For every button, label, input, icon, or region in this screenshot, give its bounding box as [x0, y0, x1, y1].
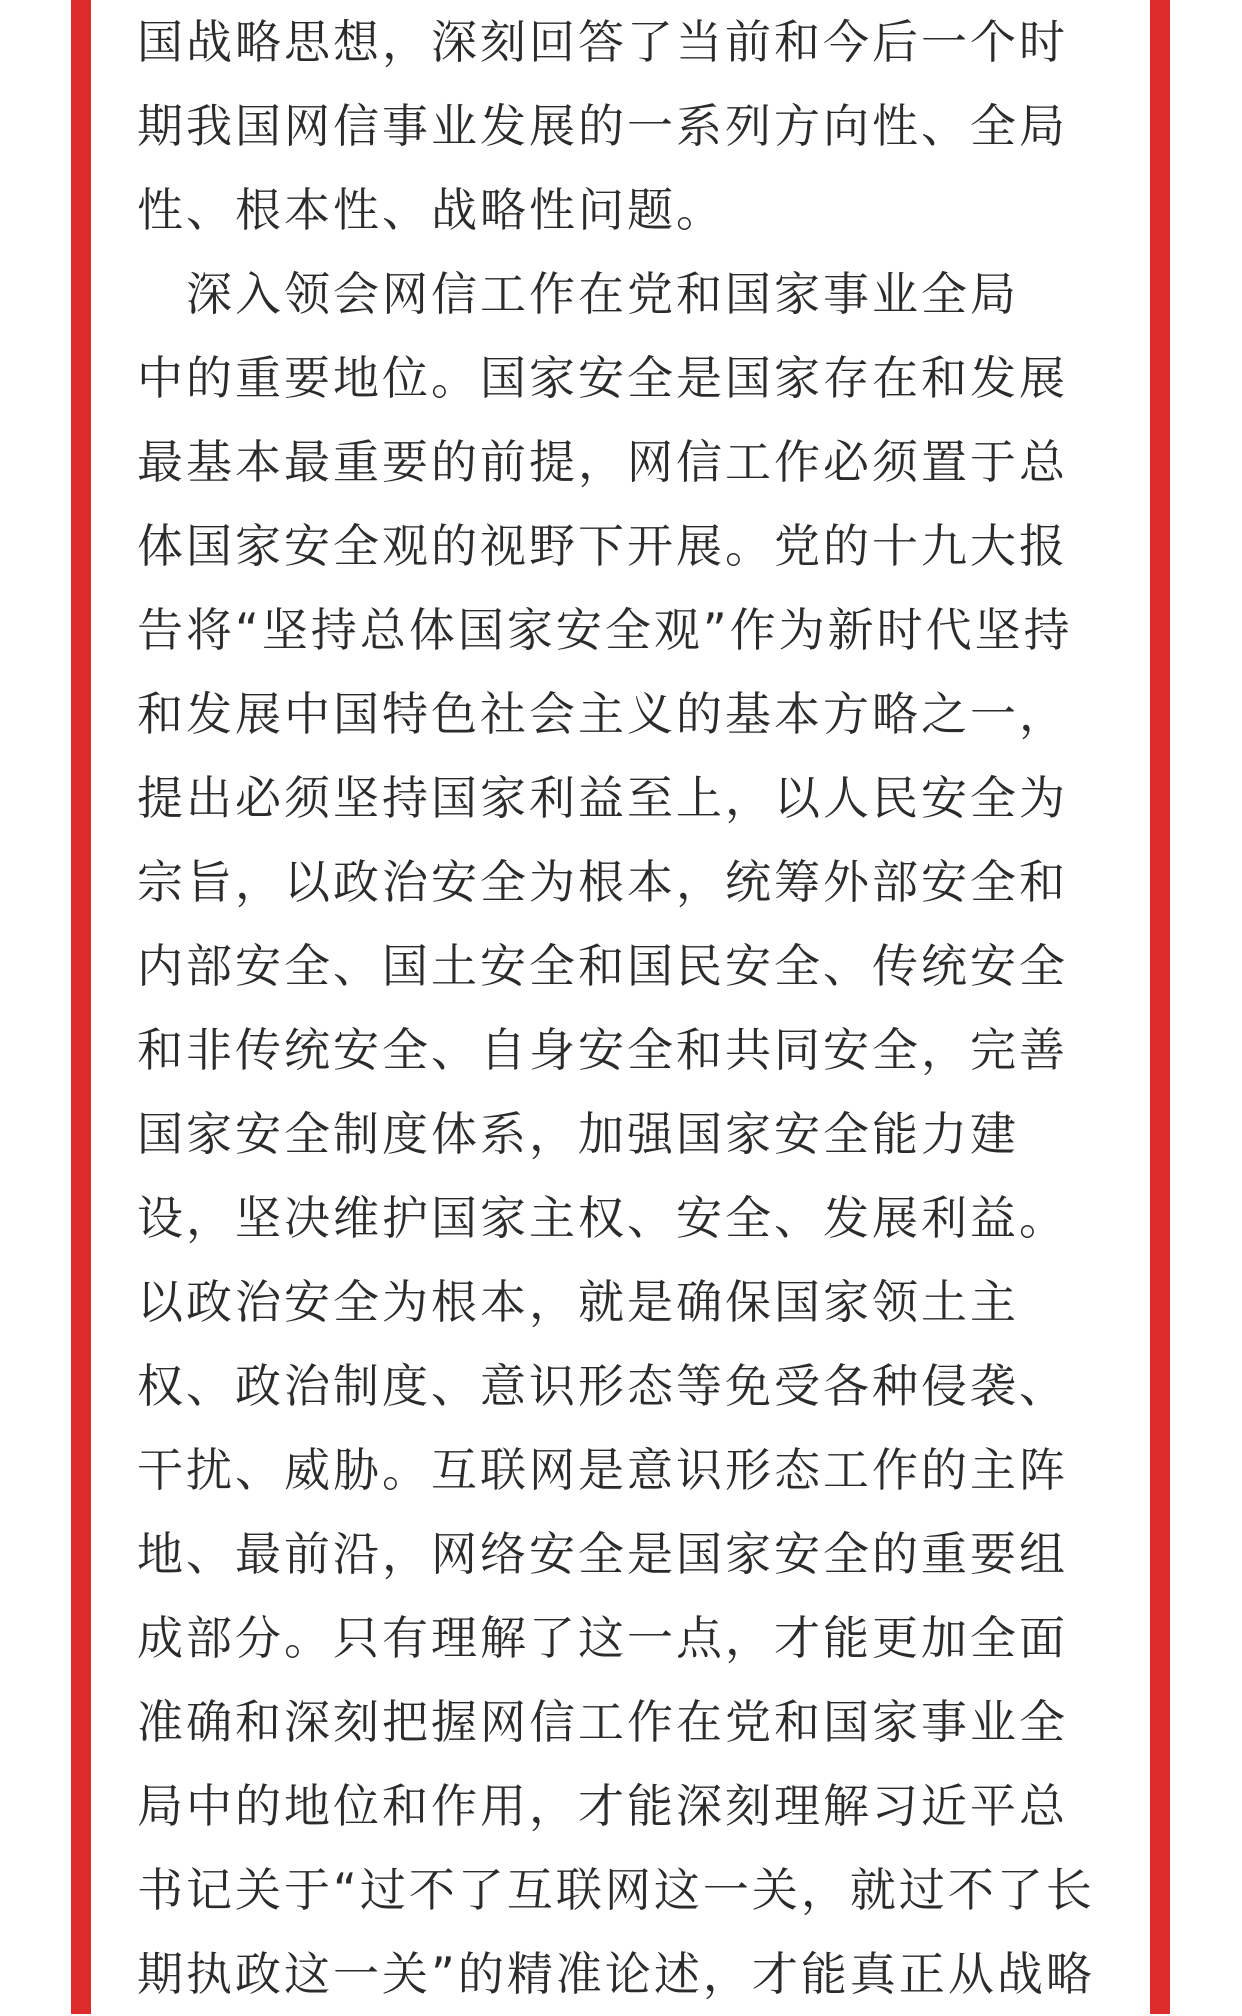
text-line: 设，坚决维护国家主权、安全、发展利益。 [137, 1191, 1068, 1245]
left-red-border [71, 0, 91, 2014]
text-line: 体国家安全观的视野下开展。党的十九大报 [137, 519, 1068, 573]
text-line: 提出必须坚持国家利益至上，以人民安全为 [137, 771, 1068, 825]
text-line: 期执政这一关”的精准论述，才能真正从战略 [137, 1947, 1095, 2001]
text-line: 期我国网信事业发展的一系列方向性、全局 [137, 99, 1068, 153]
text-line: 内部安全、国土安全和国民安全、传统安全 [137, 939, 1068, 993]
text-line: 国家安全制度体系，加强国家安全能力建 [137, 1107, 1019, 1161]
text-line: 宗旨，以政治安全为根本，统筹外部安全和 [137, 855, 1068, 909]
text-line: 地、最前沿，网络安全是国家安全的重要组 [137, 1527, 1068, 1581]
text-line: 国战略思想，深刻回答了当前和今后一个时 [137, 15, 1068, 69]
text-line: 告将“坚持总体国家安全观”作为新时代坚持 [137, 603, 1073, 657]
text-line: 成部分。只有理解了这一点，才能更加全面 [137, 1611, 1068, 1665]
text-line: 书记关于“过不了互联网这一关，就过不了长 [137, 1863, 1095, 1917]
article-body [137, 0, 1103, 2016]
text-line: 权、政治制度、意识形态等免受各种侵袭、 [137, 1359, 1068, 1413]
text-line: 最基本最重要的前提，网信工作必须置于总 [137, 435, 1068, 489]
text-line: 中的重要地位。国家安全是国家存在和发展 [137, 351, 1068, 405]
right-red-border [1150, 0, 1170, 2014]
text-line: 以政治安全为根本，就是确保国家领土主 [137, 1275, 1019, 1329]
text-line: 局中的地位和作用，才能深刻理解习近平总 [137, 1779, 1068, 1833]
text-line: 和非传统安全、自身安全和共同安全，完善 [137, 1023, 1068, 1077]
text-line: 和发展中国特色社会主义的基本方略之一， [137, 687, 1068, 741]
text-line: 准确和深刻把握网信工作在党和国家事业全 [137, 1695, 1068, 1749]
paragraph-first-line: 深入领会网信工作在党和国家事业全局 [137, 267, 1019, 321]
text-line: 性、根本性、战略性问题。 [137, 183, 725, 237]
text-line: 干扰、威胁。互联网是意识形态工作的主阵 [137, 1443, 1068, 1497]
